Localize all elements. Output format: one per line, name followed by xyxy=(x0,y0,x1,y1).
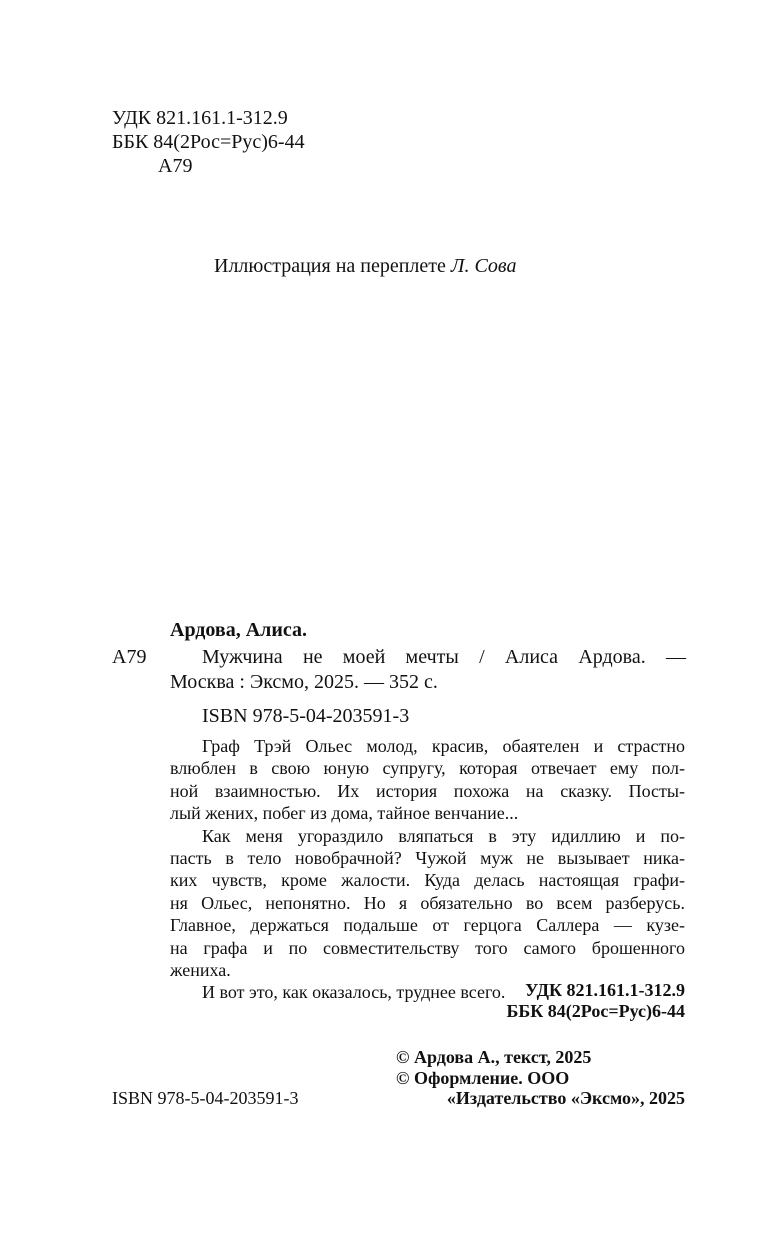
udk-code: УДК 821.161.1-312.9 xyxy=(112,107,288,129)
illustration-label: Иллюстрация на переплете xyxy=(214,255,446,277)
annotation-line: пасть в тело новобрачной? Чужой муж не вызывает ника- xyxy=(170,848,685,869)
entry-mark: А79 xyxy=(112,646,147,668)
copyright-text: © Ардова А., текст, 2025 xyxy=(396,1047,592,1067)
copyright-design-2: «Издательство «Эксмо», 2025 xyxy=(446,1088,685,1108)
illustration-artist: Л. Сова xyxy=(450,255,517,277)
footer-isbn: ISBN 978-5-04-203591-3 xyxy=(112,1088,299,1108)
illustration-credit xyxy=(214,254,516,278)
entry-author: Ардова, Алиса. xyxy=(170,619,308,641)
annotation-line: ня Ольес, непонятно. Но я обязательно во всем разберусь. xyxy=(170,892,685,913)
annotation-line: жениха. xyxy=(170,960,231,981)
annotation-bbk: ББК 84(2Рос=Рус)6-44 xyxy=(506,1001,685,1021)
entry-imprint: Москва : Эксмо, 2025. — 352 с. xyxy=(170,671,438,693)
entry-title: Мужчина не моей мечты / Алиса Ардова. — xyxy=(202,646,686,668)
annotation-line: Граф Трэй Ольес молод, красив, обаятелен и страстно xyxy=(202,736,685,756)
annotation-line: на графа и по совместительству того самого брошенного xyxy=(170,937,685,958)
copyright-design-1: © Оформление. ООО xyxy=(396,1068,570,1088)
bbk-code: ББК 84(2Рос=Рус)6-44 xyxy=(112,131,305,153)
annotation-line: влюблен в свою юную супругу, которая отвечает ему пол- xyxy=(170,758,685,779)
annotation xyxy=(170,735,685,1004)
annotation-line: Как меня угораздило вляпаться в эту идиллию и по- xyxy=(202,825,685,846)
annotation-line: лый жених, побег из дома, тайное венчание... xyxy=(170,803,519,824)
entry-isbn: ISBN 978-5-04-203591-3 xyxy=(202,705,410,727)
annotation-udk: УДК 821.161.1-312.9 xyxy=(525,980,685,1000)
annotation-line: ких чувств, кроме жалости. Куда делась настоящая графи- xyxy=(170,870,685,891)
author-mark: А79 xyxy=(158,155,193,177)
annotation-line: ной взаимностью. Их история похожа на сказку. Посты- xyxy=(170,780,685,801)
annotation-line: Главное, держаться подальше от герцога Саллера — кузе- xyxy=(170,915,685,936)
annotation-line: И вот это, как оказалось, труднее всего. xyxy=(202,982,506,1003)
